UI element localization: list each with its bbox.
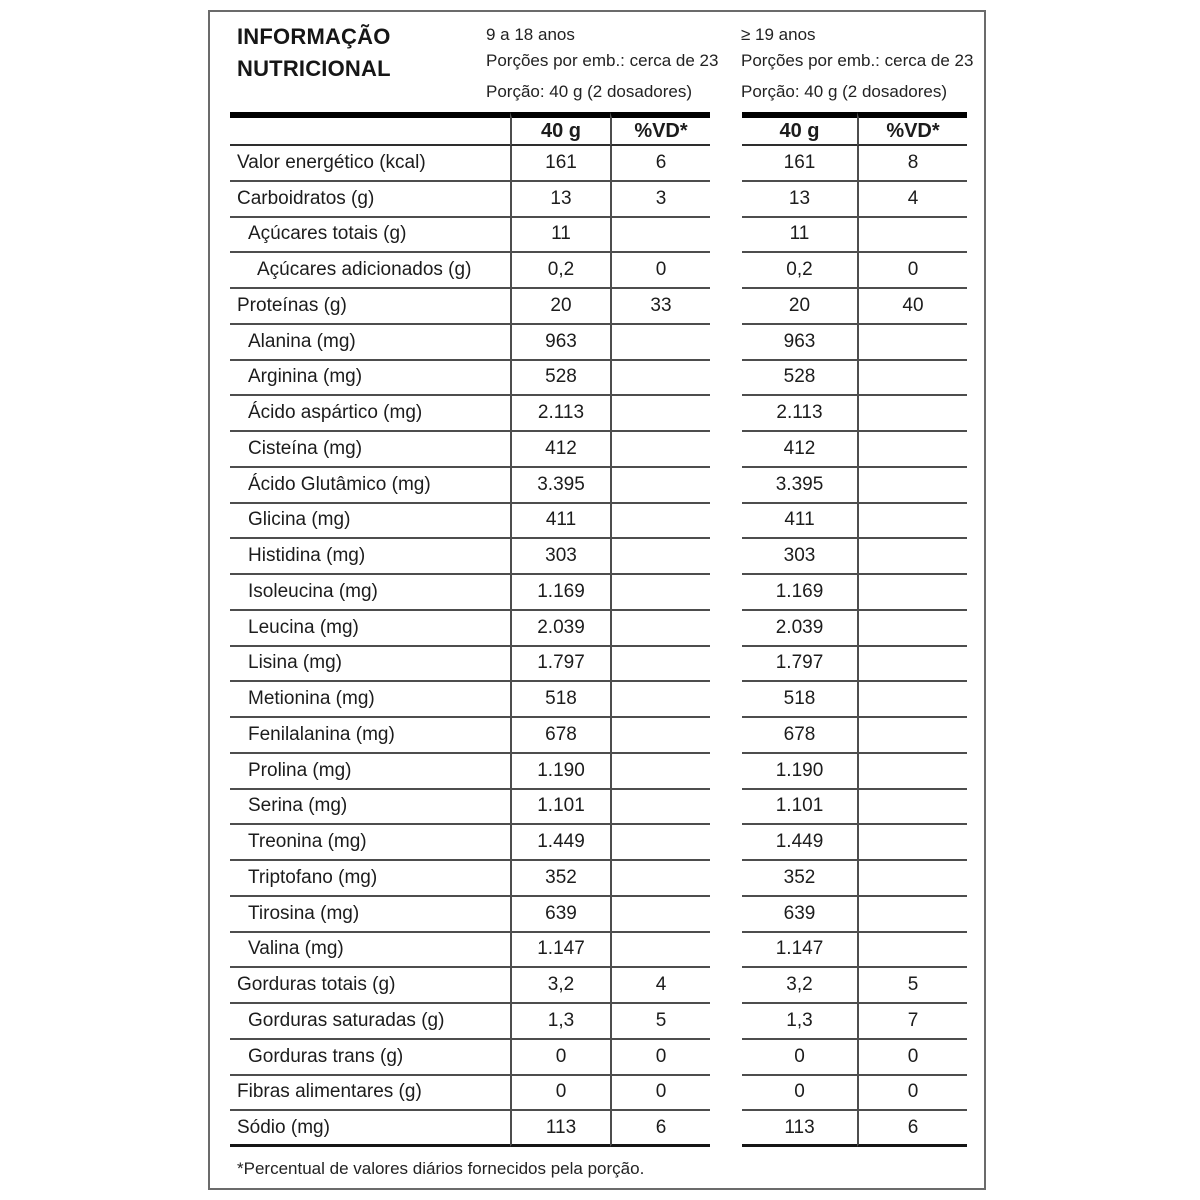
vd-9-18: 0 xyxy=(610,1076,710,1112)
amount-19plus: 1.190 xyxy=(742,754,857,790)
vd-9-18: 0 xyxy=(610,1040,710,1076)
vd-9-18 xyxy=(610,790,710,826)
amount-9-18: 2.039 xyxy=(510,611,610,647)
amount-9-18: 1.101 xyxy=(510,790,610,826)
amount-9-18: 303 xyxy=(510,539,610,575)
vd-19plus xyxy=(857,647,967,683)
table-row xyxy=(230,575,967,611)
amount-9-18: 528 xyxy=(510,361,610,397)
vd-9-18 xyxy=(610,361,710,397)
amount-9-18: 13 xyxy=(510,182,610,218)
amount-19plus: 303 xyxy=(742,539,857,575)
nutrient-label: Gorduras saturadas (g) xyxy=(230,1004,510,1040)
label-header xyxy=(210,12,984,112)
nutrient-label: Prolina (mg) xyxy=(230,754,510,790)
nutrient-label: Metionina (mg) xyxy=(230,682,510,718)
column-gap xyxy=(710,790,742,826)
nutrient-label: Treonina (mg) xyxy=(230,825,510,861)
vd-19plus xyxy=(857,218,967,254)
vd-9-18 xyxy=(610,218,710,254)
column-gap xyxy=(710,325,742,361)
amount-9-18: 352 xyxy=(510,861,610,897)
vd-9-18 xyxy=(610,933,710,969)
amount-19plus: 161 xyxy=(742,146,857,182)
amount-9-18: 20 xyxy=(510,289,610,325)
vd-19plus xyxy=(857,718,967,754)
vd-9-18 xyxy=(610,575,710,611)
column-header-amount-19plus: 40 g xyxy=(742,112,857,146)
nutrient-label: Lisina (mg) xyxy=(230,647,510,683)
table-row xyxy=(230,897,967,933)
column-gap xyxy=(710,539,742,575)
age-range: 9 a 18 anos xyxy=(486,25,575,44)
table-row xyxy=(230,1040,967,1076)
amount-9-18: 0 xyxy=(510,1040,610,1076)
vd-19plus xyxy=(857,897,967,933)
table-row xyxy=(230,504,967,540)
column-gap xyxy=(710,825,742,861)
portion-size: Porção: 40 g (2 dosadores) xyxy=(486,82,693,101)
vd-9-18 xyxy=(610,861,710,897)
amount-9-18: 1.449 xyxy=(510,825,610,861)
vd-9-18 xyxy=(610,432,710,468)
nutrient-label: Gorduras trans (g) xyxy=(230,1040,510,1076)
vd-9-18 xyxy=(610,396,710,432)
table-row xyxy=(230,325,967,361)
vd-9-18: 6 xyxy=(610,1111,710,1147)
footnote: *Percentual de valores diários fornecidos pela porção. xyxy=(237,1159,645,1178)
amount-9-18: 3.395 xyxy=(510,468,610,504)
vd-19plus xyxy=(857,754,967,790)
table-row xyxy=(230,718,967,754)
vd-9-18 xyxy=(610,647,710,683)
amount-19plus: 1.169 xyxy=(742,575,857,611)
nutrient-label: Açúcares adicionados (g) xyxy=(230,253,510,289)
column-gap xyxy=(710,861,742,897)
column-gap xyxy=(710,146,742,182)
vd-19plus xyxy=(857,682,967,718)
amount-9-18: 678 xyxy=(510,718,610,754)
vd-19plus xyxy=(857,933,967,969)
nutrient-label: Proteínas (g) xyxy=(230,289,510,325)
label-title-line2: NUTRICIONAL xyxy=(237,56,391,81)
vd-19plus xyxy=(857,861,967,897)
column-gap xyxy=(710,432,742,468)
amount-19plus: 678 xyxy=(742,718,857,754)
vd-9-18 xyxy=(610,682,710,718)
vd-19plus xyxy=(857,325,967,361)
vd-9-18 xyxy=(610,539,710,575)
amount-19plus: 11 xyxy=(742,218,857,254)
amount-9-18: 1.169 xyxy=(510,575,610,611)
amount-9-18: 1.147 xyxy=(510,933,610,969)
column-gap xyxy=(710,682,742,718)
table-row xyxy=(230,968,967,1004)
vd-9-18: 4 xyxy=(610,968,710,1004)
group-header-9-a-18-anos xyxy=(486,25,718,102)
vd-19plus: 0 xyxy=(857,1040,967,1076)
column-gap xyxy=(710,754,742,790)
vd-19plus: 40 xyxy=(857,289,967,325)
table-row xyxy=(230,396,967,432)
vd-19plus xyxy=(857,575,967,611)
table-row xyxy=(230,647,967,683)
vd-19plus xyxy=(857,396,967,432)
nutrient-label: Fenilalanina (mg) xyxy=(230,718,510,754)
column-gap xyxy=(710,1004,742,1040)
vd-9-18: 0 xyxy=(610,253,710,289)
nutrient-label: Ácido Glutâmico (mg) xyxy=(230,468,510,504)
amount-9-18: 518 xyxy=(510,682,610,718)
amount-9-18: 1.190 xyxy=(510,754,610,790)
nutrient-label: Valor energético (kcal) xyxy=(230,146,510,182)
table-row xyxy=(230,790,967,826)
vd-9-18: 3 xyxy=(610,182,710,218)
vd-9-18 xyxy=(610,754,710,790)
table-row xyxy=(230,432,967,468)
amount-19plus: 352 xyxy=(742,861,857,897)
vd-19plus xyxy=(857,432,967,468)
amount-19plus: 1.101 xyxy=(742,790,857,826)
vd-19plus xyxy=(857,825,967,861)
vd-9-18: 33 xyxy=(610,289,710,325)
amount-19plus: 113 xyxy=(742,1111,857,1147)
vd-9-18 xyxy=(610,611,710,647)
amount-19plus: 1.147 xyxy=(742,933,857,969)
amount-19plus: 0,2 xyxy=(742,253,857,289)
column-header-vd-9-18: %VD* xyxy=(610,112,710,146)
column-gap xyxy=(710,933,742,969)
nutrient-label: Gorduras totais (g) xyxy=(230,968,510,1004)
vd-9-18: 6 xyxy=(610,146,710,182)
amount-19plus: 13 xyxy=(742,182,857,218)
amount-9-18: 11 xyxy=(510,218,610,254)
table-row xyxy=(230,825,967,861)
vd-9-18: 5 xyxy=(610,1004,710,1040)
table-row xyxy=(230,468,967,504)
table-row xyxy=(230,289,967,325)
nutrient-label: Arginina (mg) xyxy=(230,361,510,397)
table-row xyxy=(230,682,967,718)
column-gap xyxy=(710,1040,742,1076)
column-gap xyxy=(710,968,742,1004)
amount-19plus: 3,2 xyxy=(742,968,857,1004)
column-gap xyxy=(710,182,742,218)
amount-19plus: 2.113 xyxy=(742,396,857,432)
nutrient-label: Alanina (mg) xyxy=(230,325,510,361)
column-gap xyxy=(710,1076,742,1112)
amount-9-18: 0,2 xyxy=(510,253,610,289)
amount-9-18: 1.797 xyxy=(510,647,610,683)
column-header-vd-19plus: %VD* xyxy=(857,112,967,146)
amount-19plus: 0 xyxy=(742,1076,857,1112)
nutrition-table xyxy=(230,112,967,1147)
amount-9-18: 412 xyxy=(510,432,610,468)
vd-19plus: 5 xyxy=(857,968,967,1004)
amount-9-18: 0 xyxy=(510,1076,610,1112)
table-row xyxy=(230,539,967,575)
table-row xyxy=(230,861,967,897)
table-row xyxy=(230,611,967,647)
column-gap xyxy=(710,361,742,397)
vd-9-18 xyxy=(610,718,710,754)
amount-19plus: 0 xyxy=(742,1040,857,1076)
table-row xyxy=(230,1076,967,1112)
table-row xyxy=(230,361,967,397)
nutrient-label: Glicina (mg) xyxy=(230,504,510,540)
vd-19plus: 7 xyxy=(857,1004,967,1040)
amount-19plus: 1.797 xyxy=(742,647,857,683)
vd-19plus xyxy=(857,504,967,540)
amount-19plus: 2.039 xyxy=(742,611,857,647)
vd-19plus: 0 xyxy=(857,1076,967,1112)
nutrient-label: Histidina (mg) xyxy=(230,539,510,575)
table-row xyxy=(230,218,967,254)
column-gap xyxy=(710,647,742,683)
amount-19plus: 639 xyxy=(742,897,857,933)
label-title-line1: INFORMAÇÃO xyxy=(237,24,391,49)
nutrient-label: Ácido aspártico (mg) xyxy=(230,396,510,432)
vd-19plus xyxy=(857,468,967,504)
servings-per-package: Porções por emb.: cerca de 23 xyxy=(741,51,974,70)
amount-19plus: 20 xyxy=(742,289,857,325)
vd-19plus: 8 xyxy=(857,146,967,182)
portion-size: Porção: 40 g (2 dosadores) xyxy=(741,82,948,101)
table-row xyxy=(230,1004,967,1040)
amount-19plus: 963 xyxy=(742,325,857,361)
table-row xyxy=(230,146,967,182)
column-gap xyxy=(710,718,742,754)
vd-9-18 xyxy=(610,825,710,861)
nutrient-label: Leucina (mg) xyxy=(230,611,510,647)
amount-9-18: 639 xyxy=(510,897,610,933)
amount-19plus: 518 xyxy=(742,682,857,718)
nutrient-label: Valina (mg) xyxy=(230,933,510,969)
table-row xyxy=(230,253,967,289)
vd-19plus: 4 xyxy=(857,182,967,218)
amount-19plus: 411 xyxy=(742,504,857,540)
vd-19plus: 6 xyxy=(857,1111,967,1147)
table-row xyxy=(230,933,967,969)
amount-9-18: 161 xyxy=(510,146,610,182)
column-gap xyxy=(710,112,742,146)
table-row xyxy=(230,754,967,790)
nutrient-label: Açúcares totais (g) xyxy=(230,218,510,254)
group-header-19-anos-ou-mais xyxy=(741,25,973,102)
amount-9-18: 2.113 xyxy=(510,396,610,432)
nutrient-label: Cisteína (mg) xyxy=(230,432,510,468)
column-gap xyxy=(710,253,742,289)
column-gap xyxy=(710,218,742,254)
amount-9-18: 3,2 xyxy=(510,968,610,1004)
vd-19plus xyxy=(857,790,967,826)
column-header-row xyxy=(230,112,967,146)
amount-19plus: 412 xyxy=(742,432,857,468)
amount-9-18: 1,3 xyxy=(510,1004,610,1040)
nutrient-label: Carboidratos (g) xyxy=(230,182,510,218)
amount-19plus: 1,3 xyxy=(742,1004,857,1040)
column-gap xyxy=(710,289,742,325)
column-header-spacer xyxy=(230,112,510,146)
vd-9-18 xyxy=(610,504,710,540)
nutrient-label: Fibras alimentares (g) xyxy=(230,1076,510,1112)
vd-19plus xyxy=(857,611,967,647)
table-row xyxy=(230,1111,967,1147)
amount-9-18: 411 xyxy=(510,504,610,540)
age-range: ≥ 19 anos xyxy=(741,25,816,44)
nutrient-label: Sódio (mg) xyxy=(230,1111,510,1147)
nutrient-label: Isoleucina (mg) xyxy=(230,575,510,611)
vd-19plus xyxy=(857,361,967,397)
column-gap xyxy=(710,468,742,504)
nutrient-label: Serina (mg) xyxy=(230,790,510,826)
nutrient-label: Tirosina (mg) xyxy=(230,897,510,933)
vd-19plus xyxy=(857,539,967,575)
amount-19plus: 528 xyxy=(742,361,857,397)
servings-per-package: Porções por emb.: cerca de 23 xyxy=(486,51,719,70)
vd-9-18 xyxy=(610,468,710,504)
column-gap xyxy=(710,396,742,432)
column-gap xyxy=(710,1111,742,1147)
vd-9-18 xyxy=(610,325,710,361)
label-title xyxy=(237,21,391,85)
column-gap xyxy=(710,504,742,540)
amount-19plus: 1.449 xyxy=(742,825,857,861)
column-gap xyxy=(710,897,742,933)
column-gap xyxy=(710,575,742,611)
table-body xyxy=(230,146,967,1147)
nutrient-label: Triptofano (mg) xyxy=(230,861,510,897)
table-row xyxy=(230,182,967,218)
amount-19plus: 3.395 xyxy=(742,468,857,504)
column-gap xyxy=(710,611,742,647)
vd-19plus: 0 xyxy=(857,253,967,289)
column-header-amount-9-18: 40 g xyxy=(510,112,610,146)
vd-9-18 xyxy=(610,897,710,933)
nutrition-facts-label xyxy=(208,10,986,1190)
amount-9-18: 963 xyxy=(510,325,610,361)
amount-9-18: 113 xyxy=(510,1111,610,1147)
